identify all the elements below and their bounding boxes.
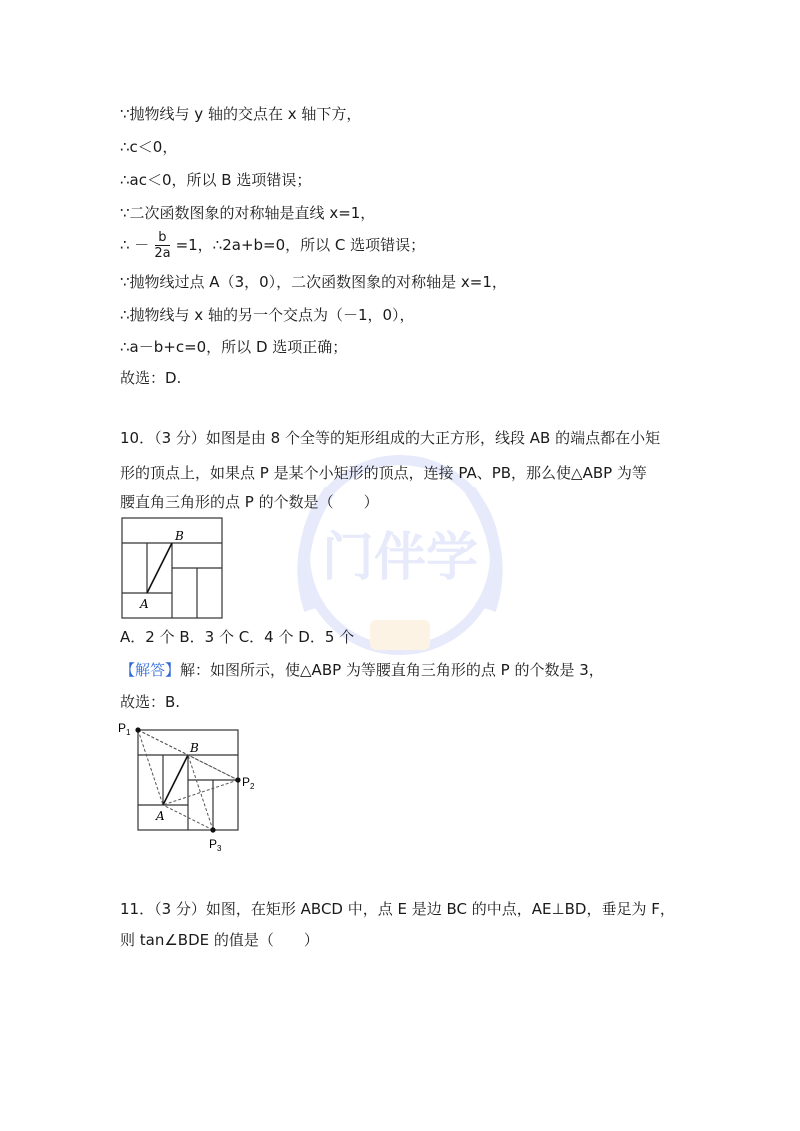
q11-line-2: 则 tan∠BDE 的值是（ ） [120,931,319,949]
answer-text: 解：如图所示，使△ABP 为等腰直角三角形的点 P 的个数是 3， [180,661,604,679]
fraction-numerator: b [155,230,169,246]
q11-line-1: 11．（3 分）如图，在矩形 ABCD 中，点 E 是边 BC 的中点，AE⊥BD，垂足为 F， [120,900,675,918]
point-b-label: B [190,741,199,755]
point-b-label: B [175,529,184,543]
point-p2-label: $P_2$ [242,775,255,791]
q10-figure-grid [120,516,224,620]
solution-line-8: ∴a－b+c=0，所以 D 选项正确； [120,338,348,356]
svg-text:门伴学: 门伴学 [321,528,479,588]
fraction-denominator: 2a [154,246,171,261]
q10-line-3: 腰直角三角形的点 P 的个数是（ ） [120,493,379,511]
solution-line-5 [120,230,425,261]
q10-choice: 故选：B. [120,693,181,711]
line5-prefix: ∴ － [120,236,150,254]
point-a-label: A [140,597,149,611]
q10-answer [120,660,604,680]
solution-line-9: 故选：D. [120,369,182,387]
q10-options: A．2 个 B．3 个 C．4 个 D．5 个 [120,628,355,646]
fraction-b-over-2a [151,230,173,261]
line5-suffix: =1，∴2a+b=0，所以 C 选项错误； [175,236,426,254]
q10-line-2: 形的顶点上，如果点 P 是某个小矩形的顶点，连接 PA、PB，那么使△ABP 为等 [120,464,647,482]
solution-line-7: ∴抛物线与 x 轴的另一个交点为（－1，0）， [120,306,415,324]
solution-line-1: ∵抛物线与 y 轴的交点在 x 轴下方， [120,105,362,123]
solution-line-6: ∵抛物线过点 A（3，0），二次函数图象的对称轴是 x=1， [120,273,507,291]
answer-tag: 【解答】 [120,661,181,679]
q10-answer-figure [116,720,266,860]
solution-line-2: ∴c＜0， [120,138,178,156]
point-p1-label: $P_1$ [118,721,131,737]
solution-line-3: ∴ac＜0，所以 B 选项错误； [120,171,312,189]
q10-line-1: 10．（3 分）如图是由 8 个全等的矩形组成的大正方形，线段 AB 的端点都在小矩 [120,429,661,447]
point-p3-label: $P_3$ [209,837,222,853]
point-a-label: A [156,809,165,823]
solution-line-4: ∵二次函数图象的对称轴是直线 x=1， [120,204,376,222]
